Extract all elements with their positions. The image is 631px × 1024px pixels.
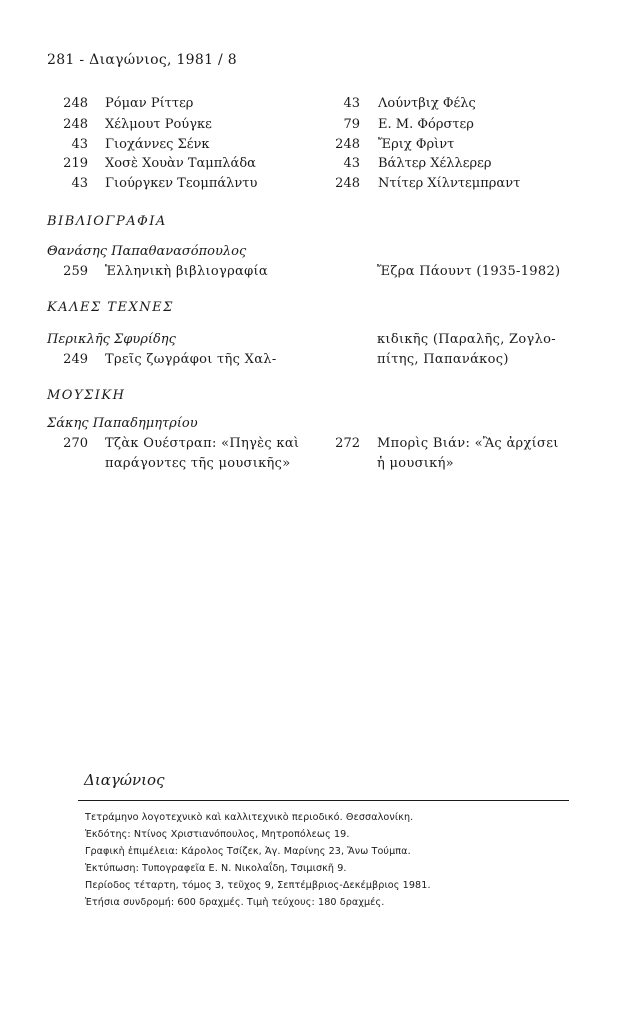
music-right-line-2: ἡ μουσική» [377, 456, 454, 471]
fine-arts-author: Περικλῆς Σφυρίδης [47, 332, 176, 347]
index-right-page-3: 248 [335, 137, 360, 152]
index-right-name-1: Λούντβιχ Φέλς [378, 96, 476, 111]
index-left-name-1: Ρόμαν Ρίττερ [105, 96, 194, 111]
fine-arts-right-line-2: πίτης, Παπανάκος) [377, 352, 509, 367]
colophon-line-5: Περίοδος τέταρτη, τόμος 3, τεῦχος 9, Σεπτέμβριος-Δεκέμβριος 1981. [85, 880, 431, 891]
section-heading-music: ΜΟΥΣΙΚΗ [47, 388, 126, 403]
index-right-name-4: Βάλτερ Χέλλερερ [378, 156, 492, 171]
index-left-name-5: Γιούργκεν Τεομπάλντυ [105, 176, 258, 191]
index-left-name-4: Χοσὲ Χουὰν Ταμπλάδα [105, 156, 256, 171]
page-header: 281 - Διαγώνιος, 1981 / 8 [47, 52, 238, 68]
music-left-page: 270 [63, 436, 88, 451]
colophon-line-1: Τετράμηνο λογοτεχνικὸ καὶ καλλιτεχνικὸ περιοδικό. Θεσσαλονίκη. [85, 812, 414, 823]
fine-arts-right-line-1: κιδικῆς (Παραλῆς, Ζογλο- [377, 332, 556, 347]
colophon-divider [78, 800, 569, 801]
music-right-line-1: Μπορὶς Βιάν: «Ἂς ἀρχίσει [377, 436, 559, 451]
colophon-line-3: Γραφικὴ ἐπιμέλεια: Κάρολος Τσίζεκ, Ἁγ. Μαρίνης 23, Ἄνω Τούμπα. [85, 846, 411, 857]
bibliography-page: 259 [63, 264, 88, 279]
colophon-line-4: Ἐκτύπωση: Τυπογραφεῖα Ε. Ν. Νικολαΐδη, Τσιμισκῆ 9. [85, 863, 347, 874]
music-right-page: 272 [335, 436, 360, 451]
index-right-page-1: 43 [343, 96, 360, 111]
index-left-page-2: 248 [63, 117, 88, 132]
index-left-name-3: Γιοχάννες Σένκ [105, 137, 210, 152]
index-right-page-2: 79 [343, 117, 360, 132]
index-left-page-4: 219 [63, 156, 88, 171]
music-left-line-2: παράγοντες τῆς μουσικῆς» [105, 456, 291, 471]
fine-arts-left-text: Τρεῖς ζωγράφοι τῆς Χαλ- [105, 352, 277, 367]
colophon-line-6: Ἐτήσια συνδρομή: 600 δραχμές. Τιμὴ τεύχους: 180 δραχμές. [85, 897, 385, 908]
fine-arts-page: 249 [63, 352, 88, 367]
index-right-page-4: 43 [343, 156, 360, 171]
bibliography-author: Θανάσης Παπαθανασόπουλος [47, 244, 247, 259]
index-right-page-5: 248 [335, 176, 360, 191]
index-right-name-5: Ντίτερ Χίλντεμπραντ [378, 176, 521, 191]
index-left-page-5: 43 [71, 176, 88, 191]
section-heading-fine-arts: ΚΑΛΕΣ ΤΕΧΝΕΣ [47, 300, 174, 315]
music-left-line-1: Τζὰκ Ουέστραπ: «Πηγὲς καὶ [105, 436, 300, 451]
index-left-name-2: Χέλμουτ Ρούγκε [105, 117, 212, 132]
colophon-line-2: Ἐκδότης: Ντίνος Χριστιανόπουλος, Μητροπόλεως 19. [85, 829, 350, 840]
index-right-name-2: Ε. Μ. Φόρστερ [378, 117, 474, 132]
section-heading-bibliography: ΒΙΒΛΙΟΓΡΑΦΙΑ [47, 214, 167, 229]
music-author: Σάκης Παπαδημητρίου [47, 416, 198, 431]
bibliography-left-text: Ἑλληνικὴ βιβλιογραφία [105, 264, 269, 279]
bibliography-right-text: Ἔζρα Πάουντ (1935-1982) [377, 264, 561, 279]
index-right-name-3: Ἔριχ Φρὶντ [378, 137, 455, 152]
colophon-title: Διαγώνιος [84, 771, 165, 789]
index-left-page-3: 43 [71, 137, 88, 152]
index-left-page-1: 248 [63, 96, 88, 111]
